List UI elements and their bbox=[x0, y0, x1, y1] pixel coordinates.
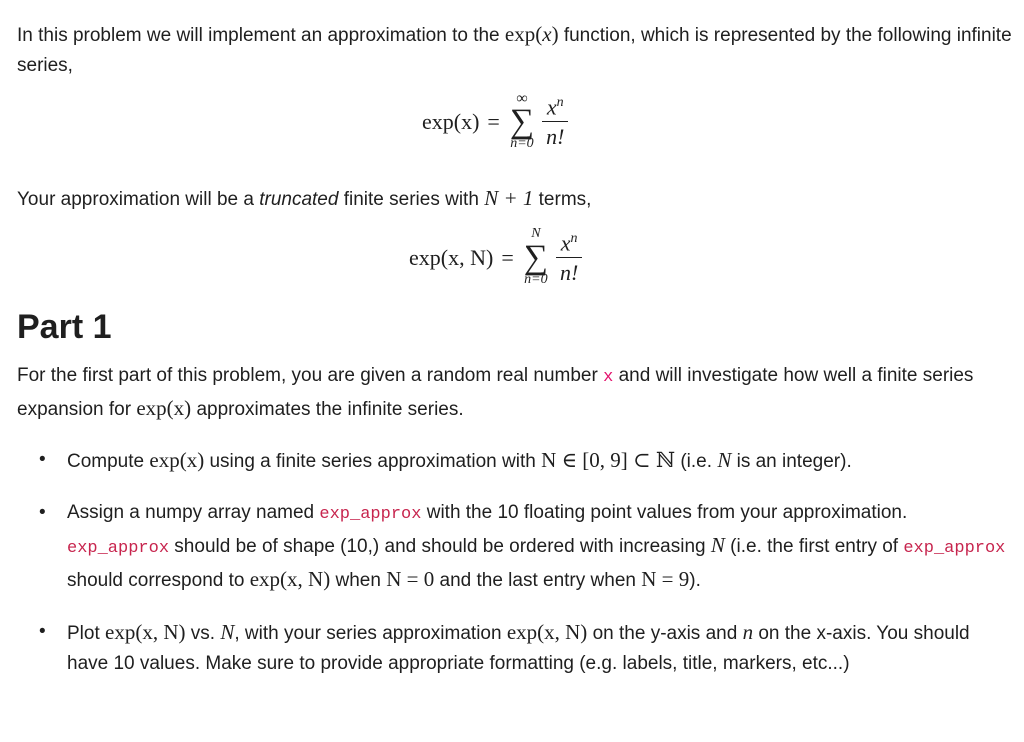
approx-text-before: Your approximation will be a bbox=[17, 189, 260, 210]
bullet-icon: • bbox=[39, 621, 46, 642]
eq2-numerator bbox=[557, 232, 582, 257]
code-exp-approx: exp_approx bbox=[319, 505, 422, 524]
b1-a: Assign a numpy array named bbox=[67, 502, 320, 523]
b2-c: , with your series approximation bbox=[234, 623, 507, 644]
b1-m1: N bbox=[710, 533, 725, 557]
intro-fn: exp bbox=[504, 22, 536, 46]
eq2-summation bbox=[524, 227, 548, 289]
intro-text-after: function, which is represented by the following infinite series, bbox=[17, 25, 1012, 76]
b2-d: on the y-axis and bbox=[587, 623, 743, 644]
eq1-upper-limit: ∞ bbox=[516, 90, 528, 107]
list-item bbox=[17, 498, 1012, 596]
problem-document bbox=[17, 19, 1012, 679]
part1-intro-after: approximates the infinite series. bbox=[191, 399, 464, 420]
b2-e: on the x-axis. You should have 10 values. Make sure to provide appropriate formatting (e.g. labels, title, markers, etc...) bbox=[67, 623, 970, 674]
part1-intro-before: For the first part of this problem, you are given a random real number bbox=[17, 365, 604, 386]
b2-m1: exp(x, N) bbox=[105, 620, 186, 644]
eq2-upper-limit: N bbox=[531, 226, 541, 241]
eq1-lhs: exp(x) bbox=[422, 109, 480, 134]
approx-text-emph: truncated bbox=[259, 189, 339, 210]
section-heading-part1: Part 1 bbox=[17, 308, 112, 346]
eq1-num-base: x bbox=[546, 94, 557, 120]
eq2-num-exp: n bbox=[570, 230, 578, 246]
intro-text-before: In this problem we will implement an approximation to the bbox=[17, 25, 505, 46]
eq1-denominator: n! bbox=[542, 121, 568, 148]
variable-x: x bbox=[603, 368, 614, 387]
eq2-num-base: x bbox=[560, 230, 571, 256]
bullet-icon: • bbox=[39, 449, 46, 470]
equation-infinite-series bbox=[17, 81, 1012, 185]
truncation-paragraph bbox=[17, 183, 1012, 215]
approx-text-end: terms, bbox=[533, 189, 592, 210]
b0-m1: exp(x) bbox=[149, 448, 205, 472]
b1-m2: exp(x, N) bbox=[249, 567, 331, 591]
b2-b: vs. bbox=[185, 623, 221, 644]
b1-f: when bbox=[330, 570, 387, 591]
task-list bbox=[17, 445, 1012, 679]
b1-b: with the 10 floating point values from your approximation. bbox=[421, 502, 908, 523]
equation-finite-series bbox=[17, 215, 1012, 315]
b0-b: using a finite series approximation with bbox=[204, 451, 542, 472]
intro-arg: x bbox=[542, 22, 552, 46]
b1-h: ). bbox=[689, 570, 701, 591]
b2-a: Plot bbox=[67, 623, 106, 644]
eq1-lower-limit: n=0 bbox=[510, 136, 534, 151]
b1-e: should correspond to bbox=[67, 570, 250, 591]
b1-g: and the last entry when bbox=[434, 570, 642, 591]
eq1-summation bbox=[510, 91, 534, 153]
part1-intro-math: exp(x) bbox=[136, 396, 192, 420]
b1-m4: N = 9 bbox=[641, 567, 690, 591]
eq2-lower-limit: n=0 bbox=[524, 272, 548, 287]
approx-text-math: N + 1 bbox=[484, 186, 534, 210]
part1-intro-mid: and will investigate how well a finite series expansion for bbox=[17, 365, 974, 420]
b2-m3: exp(x, N) bbox=[506, 620, 588, 644]
eq1-equals: = bbox=[487, 109, 500, 134]
code-exp-approx: exp_approx bbox=[67, 539, 170, 558]
part1-intro-paragraph bbox=[17, 361, 1012, 425]
bullet-icon: • bbox=[39, 502, 46, 523]
list-item bbox=[17, 617, 1012, 679]
code-exp-approx: exp_approx bbox=[903, 539, 1006, 558]
sigma-icon: ∑ bbox=[523, 239, 548, 276]
b0-m3: N bbox=[717, 448, 732, 472]
intro-math-exp: exp(x) bbox=[504, 22, 559, 46]
b0-a: Compute bbox=[67, 451, 150, 472]
b2-m4: n bbox=[742, 620, 754, 644]
b0-d: is an integer). bbox=[731, 451, 852, 472]
b0-c: (i.e. bbox=[675, 451, 718, 472]
b1-c: should be of shape (10,) and should be ordered with increasing bbox=[169, 536, 711, 557]
b2-m2: N bbox=[220, 620, 235, 644]
sigma-icon: ∑ bbox=[509, 103, 535, 140]
eq2-fraction bbox=[556, 232, 582, 284]
b1-m3: N = 0 bbox=[386, 567, 435, 591]
eq2-equals: = bbox=[501, 245, 514, 270]
eq2-lhs: exp(x, N) bbox=[409, 245, 494, 270]
eq1-fraction bbox=[542, 96, 568, 148]
eq2-denominator: n! bbox=[556, 257, 582, 284]
b1-d: (i.e. the first entry of bbox=[724, 536, 904, 557]
eq1-num-exp: n bbox=[556, 94, 564, 110]
intro-paragraph bbox=[17, 19, 1012, 81]
list-item bbox=[17, 445, 1012, 477]
eq1-numerator bbox=[543, 96, 568, 121]
b0-m2: N ∈ [0, 9] ⊂ ℕ bbox=[541, 448, 676, 472]
approx-text-after: finite series with bbox=[338, 189, 485, 210]
